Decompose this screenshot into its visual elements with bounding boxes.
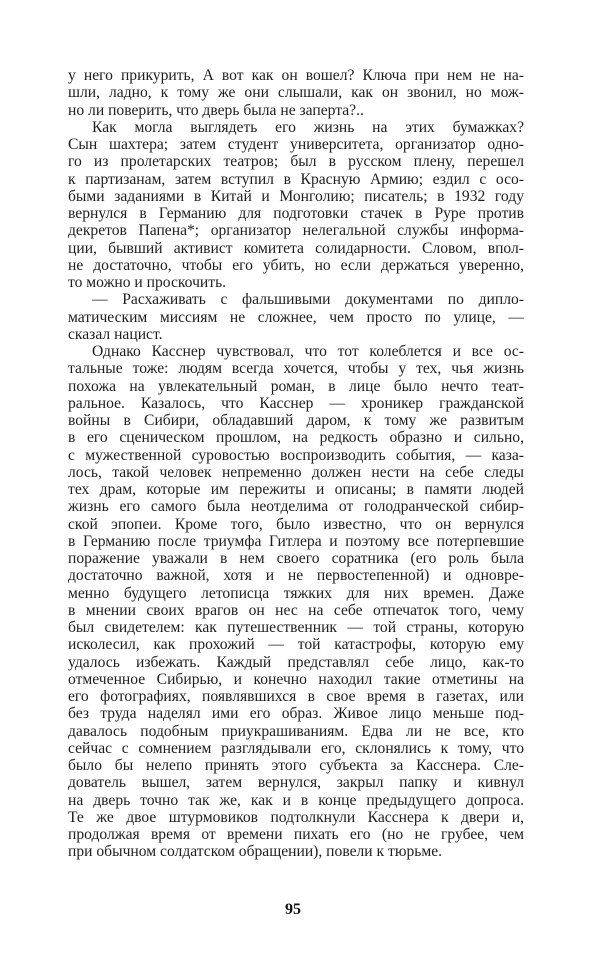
text-line: сказал нацист.: [68, 325, 163, 343]
text-line: ции, бывший активист комитета солидарности. Словом, впол-: [68, 239, 524, 257]
text-line: поражение уважали в нем своего соратника (его роль была: [68, 550, 524, 567]
text-line: к партизанам, затем вступил в Красную Армию; ездил с осо-: [68, 170, 524, 188]
text-line: менно будущего летописца тяжких для них времен. Даже: [68, 584, 524, 602]
text-line: Те же двое штурмовиков подтолкнули Касснера к двери и,: [68, 808, 524, 826]
text-line: войны в Сибири, обладавший даром, к тому же развитым: [68, 412, 524, 429]
text-line: быми заданиями в Китай и Монголию; писатель; в 1932 году: [68, 187, 524, 205]
text-line: Однако Касснер чувствовал, что тот колеблется и все ос-: [92, 343, 524, 360]
text-line: с мужественной суровостью воспроизводить события, — каза-: [68, 446, 524, 464]
text-line: в мнении своих врагов он нес на себе отпечаток того, чему: [68, 601, 524, 619]
text-line: Как могла выглядеть его жизнь на этих бумажках?: [92, 118, 524, 136]
page-number: 95: [285, 901, 301, 918]
text-line: был свидетелем: как путешественник — той страны, которую: [68, 619, 524, 636]
text-line: отмеченное Сибирью, и конечно находил такие отметины на: [68, 670, 524, 688]
text-line: его фотографиях, появлявшихся в свое время в газетах, или: [68, 688, 524, 705]
text-line: достаточно важной, хотя и не первостепенной) и одновре-: [68, 567, 524, 585]
text-line: не достаточно, чтобы его убить, но если держаться уверенно,: [68, 256, 524, 274]
text-line: тальные тоже: людям всегда хочется, чтобы у тех, чья жизнь: [68, 360, 524, 378]
paragraph: [68, 119, 524, 292]
text-line: ской эпопеи. Кроме того, было известно, что он вернулся: [68, 515, 524, 533]
text-line: удалось избежать. Каждый представлял себе лицо, как-то: [68, 653, 524, 671]
page-body: [68, 67, 524, 861]
paragraph: [68, 67, 524, 119]
text-line: похожа на увлекательный роман, в лице было нечто теат-: [68, 377, 524, 395]
text-line: лось, такой человек непременно должен нести на себе следы: [68, 463, 524, 481]
text-line: — Расхаживать с фальшивыми документами по дипло-: [92, 291, 524, 309]
text-line: то можно и проскочить.: [68, 274, 227, 291]
text-line: жизнь его самого была неотделима от голодранческой сибир-: [68, 498, 524, 516]
text-line: у него прикурить, А вот как он вошел? Ключа при нем не на-: [68, 67, 524, 84]
paragraph: [68, 343, 524, 861]
text-line: Сын шахтера; затем студент университета, организатор одно-: [68, 136, 524, 153]
text-line: вернулся в Германию для подготовки стачек в Руре против: [68, 205, 524, 222]
text-line: го из пролетарских театров; был в русском плену, перешел: [68, 153, 524, 171]
paragraph: [68, 291, 524, 343]
text-line: на дверь точно так же, как и в конце предыдущего допроса.: [68, 791, 524, 809]
text-line: было бы нелепо принять этого субъекта за Касснера. Сле-: [68, 757, 524, 774]
text-line: при обычном солдатском обращении), повели к тюрьме.: [68, 843, 443, 861]
text-line: шли, ладно, к тому же они слышали, как он звонил, но мож-: [68, 84, 524, 102]
text-line: без труда наделял ими его образ. Живое лицо меньше под-: [68, 705, 524, 723]
text-line: но ли поверить, что дверь была не заперта?..: [68, 101, 364, 119]
text-line: тех драм, которые им пережиты и описаны; в памяти людей: [68, 481, 524, 498]
text-line: декретов Папена*; организатор нелегальной службы информа-: [68, 222, 524, 240]
text-line: в его сценическом прошлом, на редкость образно и сильно,: [68, 429, 524, 447]
text-line: давалось подобным приукрашиваниям. Едва ли не все, кто: [68, 722, 524, 740]
text-line: ральное. Казалось, что Касснер — хроникер гражданской: [68, 394, 524, 412]
text-line: матическим миссиям не сложнее, чем просто по улице, —: [68, 308, 524, 326]
text-line: продолжая время от времени пихать его (но не грубее, чем: [68, 826, 524, 843]
text-line: сейчас с сомнением разглядывали его, склонялись к тому, что: [68, 739, 524, 757]
text-line: дователь вышел, затем вернулся, закрыл папку и кивнул: [68, 774, 524, 792]
text-line: исколесил, как прохожий — той катастрофы, которую ему: [68, 636, 524, 654]
text-line: в Германию после триумфа Гитлера и поэтому все потерпевшие: [68, 532, 524, 550]
